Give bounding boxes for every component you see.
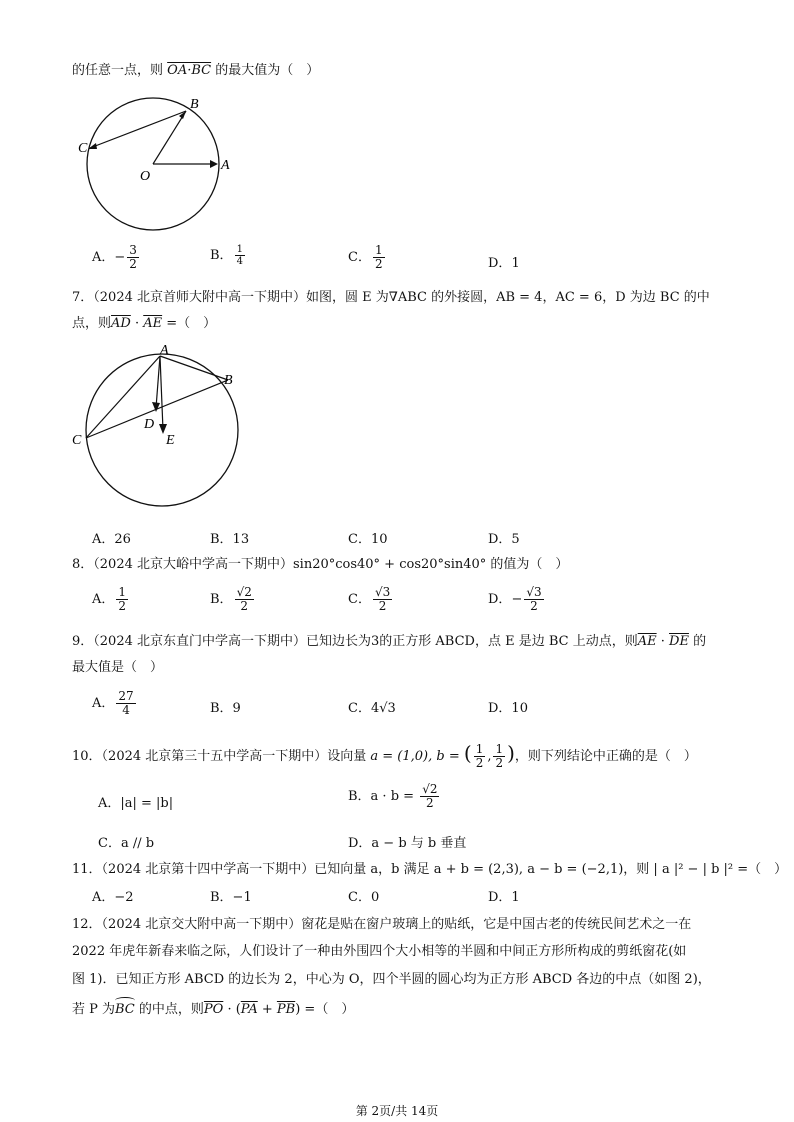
q9-option-c[interactable]: C．4√3 xyxy=(348,701,396,716)
q7-label-d: D xyxy=(144,417,155,432)
q9-option-b[interactable]: B．9 xyxy=(210,701,241,716)
q7-option-b[interactable]: B．13 xyxy=(210,532,250,547)
q8-option-c[interactable]: C． $\frac{√3}{2}$ xyxy=(348,585,391,613)
q11-option-a[interactable]: A．−2 xyxy=(92,890,134,905)
q7-label-a: A xyxy=(160,343,169,358)
page-footer: 第 2页/共 14页 xyxy=(355,1104,439,1118)
q6-option-c[interactable]: C． $\frac{1}{2}$ xyxy=(348,243,383,271)
q12-stem-line4: 若 P 为 BC 的中点，则$\overline{PO} \cdot (\overline{PA} + \overline{PB})$ =（ ） xyxy=(72,1001,354,1019)
q12-stem-line1: 12．（2024 北京交大附中高一下期中）窗花是贴在窗户玻璃上的贴纸，它是中国古老的传统民间艺术之一在 xyxy=(72,917,692,932)
q12-stem-line2: 2022 年虎年新春来临之际，人们设计了一种由外围四个大小相等的半圆和中间正方形所构成的剪纸窗花(如 xyxy=(72,944,687,959)
q6-circle-figure xyxy=(78,92,238,242)
q12-stem-line3: 图 1)．已知正方形 ABCD 的边长为 2，中心为 O，四个半圆的圆心均为正方形 ABCD 各边的中点（如图 2)， xyxy=(72,972,711,987)
q10-option-c[interactable]: C．a // b xyxy=(98,836,155,851)
q10-option-b[interactable]: B．a · b = $\frac{√2}{2}$ xyxy=(348,782,438,810)
q7-option-c[interactable]: C．10 xyxy=(348,532,388,547)
q12-arc-bc: BC xyxy=(115,1001,135,1019)
q8-option-d[interactable]: D．− $\frac{√3}{2}$ xyxy=(488,585,542,613)
q11-option-d[interactable]: D．1 xyxy=(488,890,520,905)
q7-label-c: C xyxy=(72,433,82,448)
q10-option-d[interactable]: D．a − b 与 b 垂直 xyxy=(348,836,467,851)
q7-option-a[interactable]: A．26 xyxy=(92,532,131,547)
q10-option-a[interactable]: A．|a| = |b| xyxy=(98,796,174,811)
q7-stem-line1: 7．（2024 北京首师大附中高一下期中）如图，圆 E 为∇ABC 的外接圆，AB = 4，AC = 6，D 为边 BC 的中 xyxy=(72,290,710,305)
q9-stem-line1: 9．（2024 北京东直门中学高一下期中）已知边长为3的正方形 ABCD，点 E 是边 BC 上动点，则$\overline{AE} \cdot \overline{DE}$ 的 xyxy=(72,634,707,649)
q6-stem: 的任意一点，则 OA·BC 的最大值为（ ） xyxy=(72,63,320,78)
q6-option-b[interactable]: B． $\frac{1}{4}$ xyxy=(210,244,243,267)
q6-label-a: A xyxy=(221,158,230,173)
q9-option-a[interactable]: A． $\frac{27}{4}$ xyxy=(92,689,134,717)
q7-option-d[interactable]: D．5 xyxy=(488,532,520,547)
q7-label-e: E xyxy=(166,433,175,448)
q11-stem: 11．（2024 北京第十四中学高一下期中）已知向量 a，b 满足 a + b = (2,3), a − b = (−2,1)，则 | a |² − | b |² =（ ） xyxy=(72,862,788,877)
q8-stem: 8．（2024 北京大峪中学高一下期中）sin20°cos40° + cos20°sin40° 的值为（ ） xyxy=(72,557,569,572)
q6-label-o: O xyxy=(140,169,151,184)
q8-option-b[interactable]: B． $\frac{√2}{2}$ xyxy=(210,585,252,613)
q6-option-a[interactable]: A．− $\frac{3}{2}$ xyxy=(92,243,137,271)
q6-option-d[interactable]: D．1 xyxy=(488,256,520,271)
q7-stem-line2: 点，则$\overline{AD} \cdot \overline{AE}$ =（ ） xyxy=(72,316,217,331)
q11-option-b[interactable]: B．−1 xyxy=(210,890,252,905)
q9-stem-line2: 最大值是（ ） xyxy=(72,660,164,675)
q8-option-a[interactable]: A． $\frac{1}{2}$ xyxy=(92,585,127,613)
q10-stem: 10．（2024 北京第三十五中学高一下期中）设向量 a = (1,0), b = ( $\frac{1}{2}$ , $\frac{1}{2}$ )，则下列结论中正确的是（ ） xyxy=(72,741,697,770)
q9-option-d[interactable]: D．10 xyxy=(488,701,528,716)
q6-label-c: C xyxy=(78,141,88,156)
q7-label-b: B xyxy=(224,373,233,388)
q6-vector-expression: OA·BC xyxy=(167,63,212,78)
q7-circle-figure xyxy=(70,340,250,520)
q11-option-c[interactable]: C．0 xyxy=(348,890,380,905)
q6-label-b: B xyxy=(190,97,199,112)
